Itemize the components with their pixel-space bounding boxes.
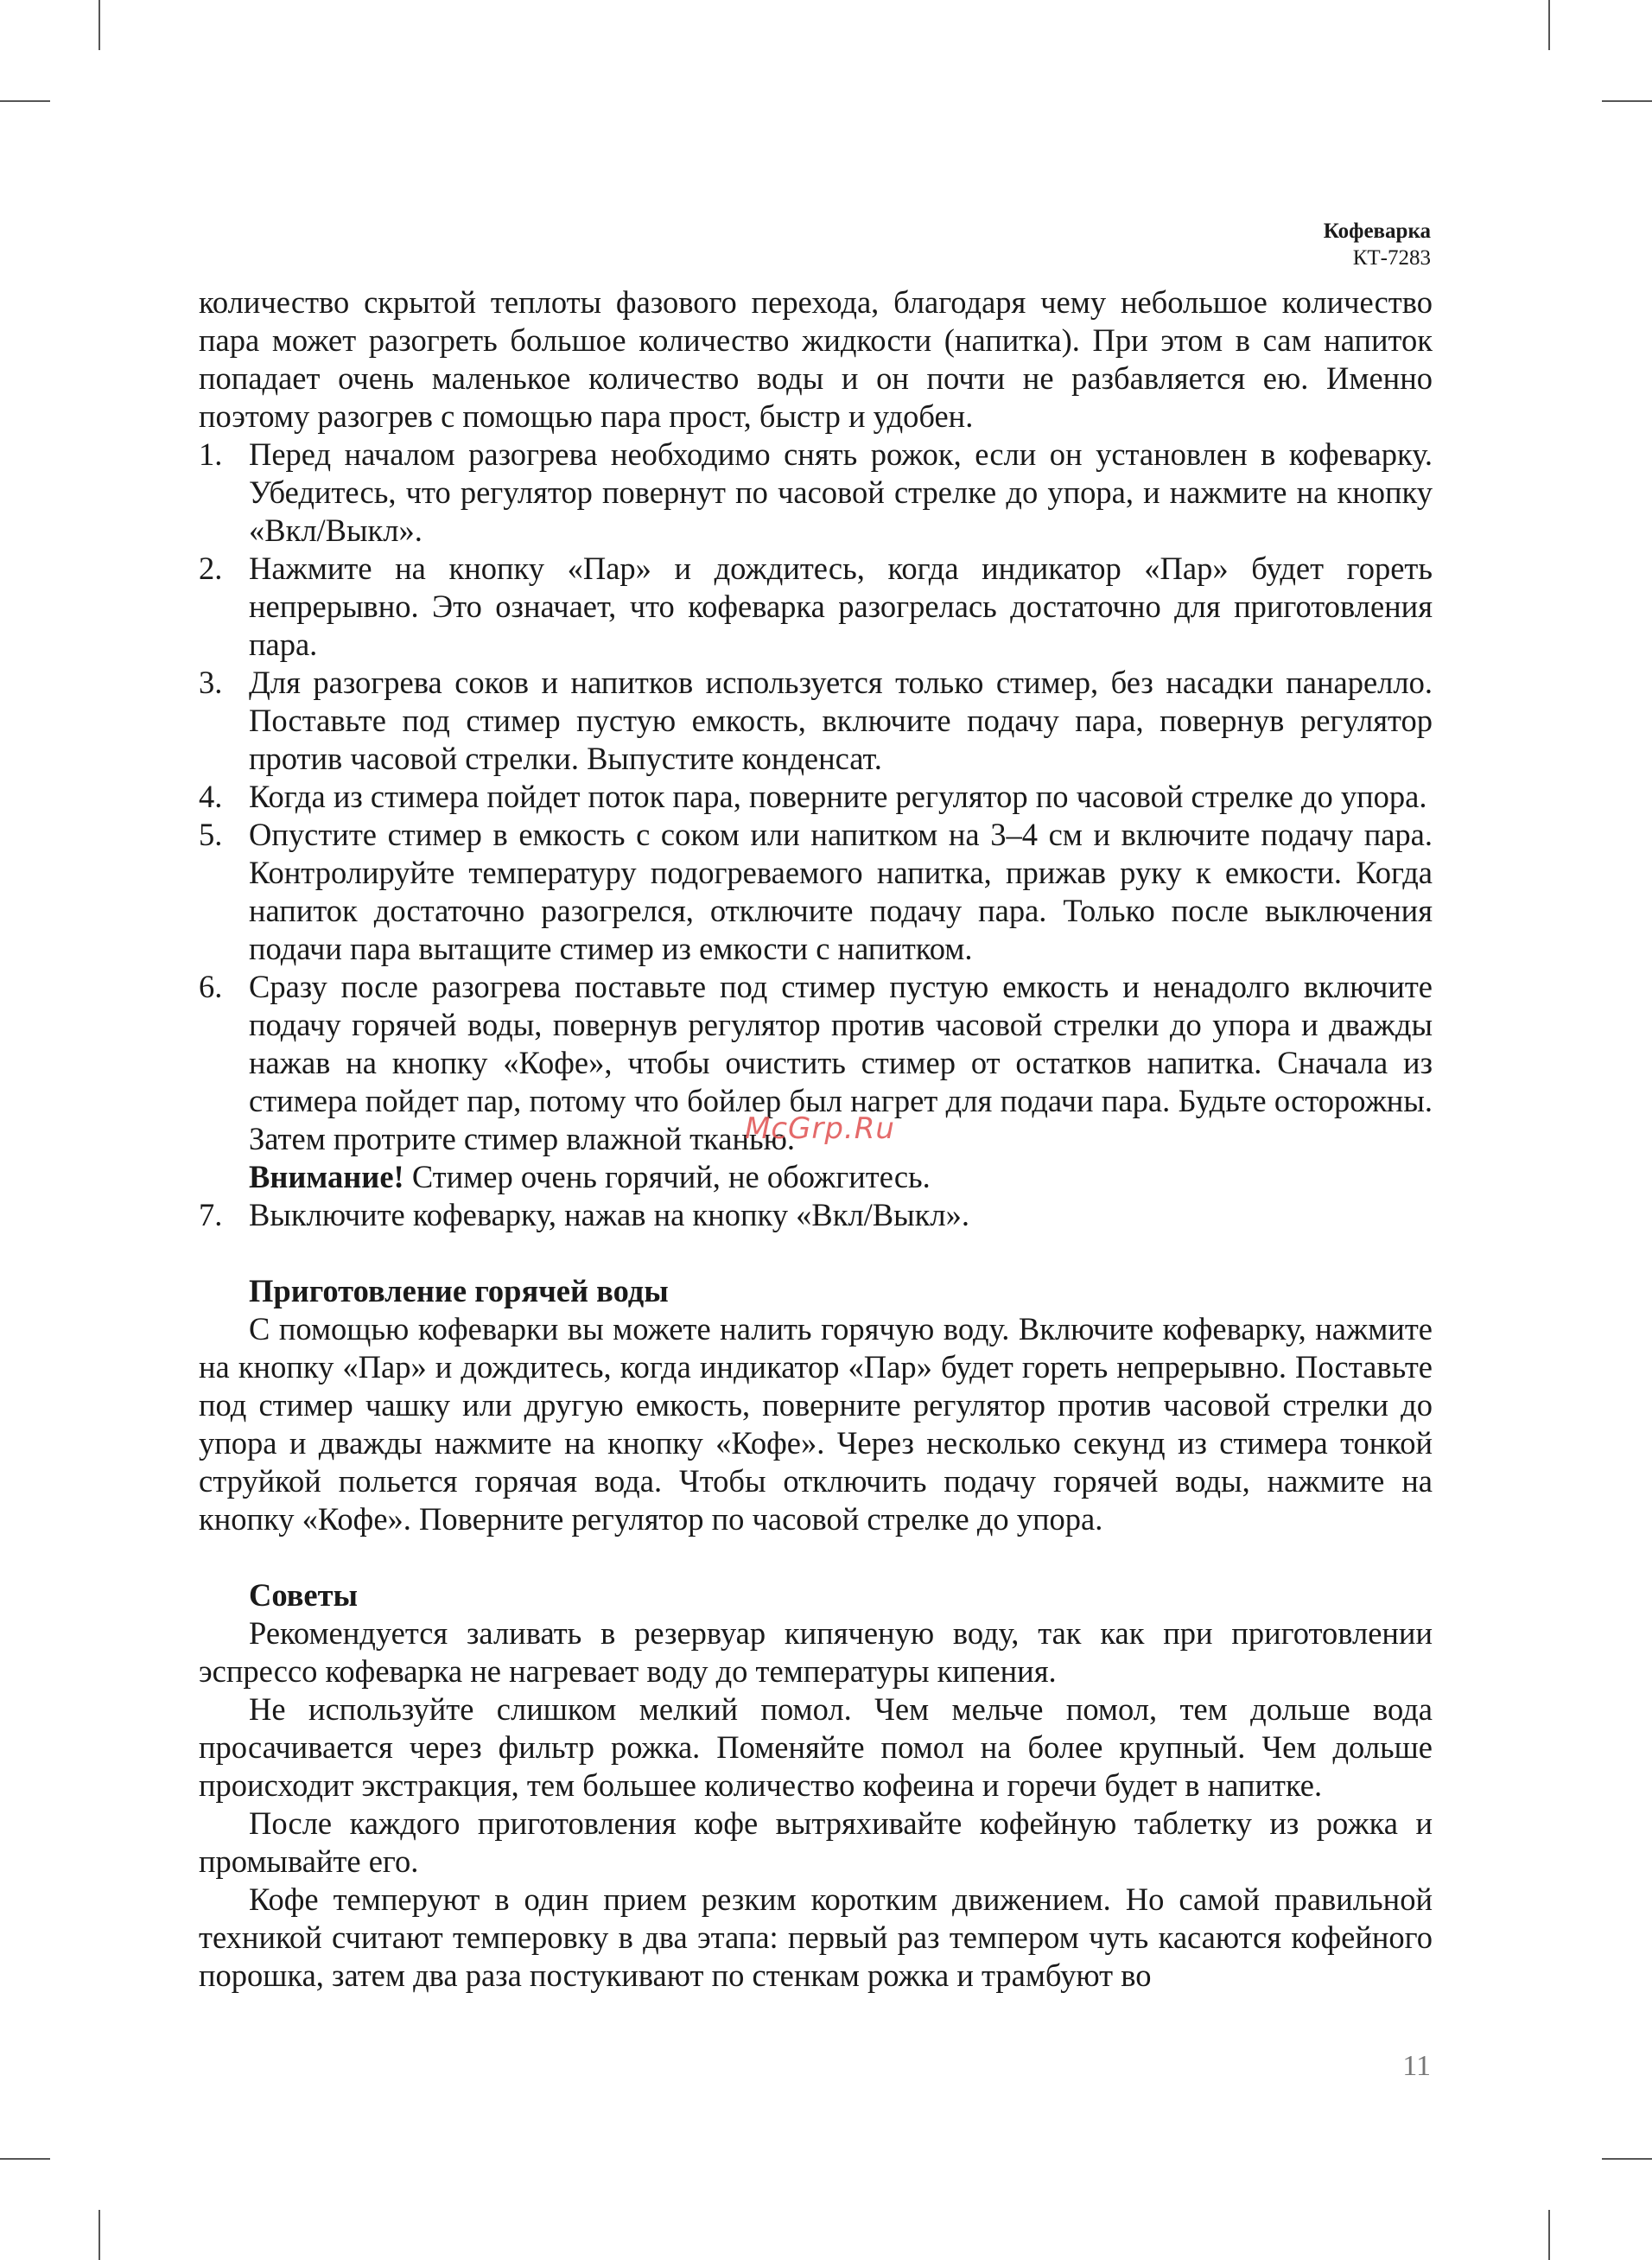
- intro-paragraph: количество скрытой теплоты фазового перехода, благодаря чему небольшое количество пара может разогреть большое количество жидкости (напитка). При этом в сам напиток попадает очень маленькое количество воды и он почти не разбавляется ею. Именно поэтому разогрев с помощью пара прост, быстр и удобен.: [199, 284, 1433, 434]
- tips-paragraph: Не используйте слишком мелкий помол. Чем мельче помол, тем дольше вода просачивается через фильтр рожка. Поменяйте помол на более крупный. Чем дольше происходит экстракция, тем большее количество кофеина и горечи будет в напитке.: [199, 1691, 1433, 1803]
- step-text: Выключите кофеварку, нажав на кнопку «Вкл/Выкл».: [249, 1197, 969, 1232]
- warning-text: Стимер очень горячий, не обожгитесь.: [403, 1159, 931, 1194]
- header-title: Кофеварка: [1323, 220, 1431, 243]
- step-number: 6.: [199, 969, 223, 1004]
- page-header: [1324, 218, 1431, 271]
- step-number: 2.: [199, 551, 223, 586]
- step-text: Для разогрева соков и напитков используется только стимер, без насадки панарелло. Поставьте под стимер пустую емкость, включите подачу пара, повернув регулятор против часовой стрелки. Выпустите конденсат.: [249, 665, 1433, 776]
- list-item: [199, 1196, 1433, 1234]
- crop-mark: [1602, 100, 1652, 102]
- hot-water-paragraph: С помощью кофеварки вы можете налить горячую воду. Включите кофеварку, нажмите на кнопку «Пар» и дождитесь, когда индикатор «Пар» будет гореть непрерывно. Поставьте под стимер чашку или другую емкость, поверните регулятор против часовой стрелки до упора и дважды нажмите на кнопку «Кофе». Через несколько секунд из стимера тонкой струйкой польется горячая вода. Чтобы отключить подачу горячей воды, нажмите на кнопку «Кофе». Поверните регулятор по часовой стрелке до упора.: [199, 1311, 1433, 1537]
- step-text: Нажмите на кнопку «Пар» и дождитесь, когда индикатор «Пар» будет гореть непрерывно. Это означает, что кофеварка разогрелась достаточно для приготовления пара.: [249, 551, 1433, 662]
- page-number: 11: [1402, 2050, 1431, 2082]
- header-model: КТ-7283: [1352, 246, 1431, 270]
- crop-mark: [0, 2158, 50, 2160]
- tips-paragraph: Кофе темперуют в один прием резким коротким движением. Но самой правильной техникой считают темперовку в два этапа: первый раз темпером чуть касаются кофейного порошка, затем два раза постукивают по стенкам рожка и трамбуют во: [199, 1881, 1433, 1993]
- crop-mark: [1602, 2158, 1652, 2160]
- tips-paragraph: Рекомендуется заливать в резервуар кипяченую воду, так как при приготовлении эспрессо кофеварка не нагревает воду до температуры кипения.: [199, 1615, 1433, 1689]
- list-item: [199, 550, 1433, 664]
- list-item: [199, 664, 1433, 778]
- list-item: [199, 778, 1433, 816]
- crop-mark: [98, 2210, 100, 2260]
- step-number: 4.: [199, 779, 223, 814]
- step-number: 5.: [199, 817, 223, 852]
- hot-water-heading: Приготовление горячей воды: [249, 1273, 669, 1308]
- list-item: [199, 436, 1433, 550]
- step-number: 1.: [199, 436, 223, 472]
- step-text: Когда из стимера пойдет поток пара, поверните регулятор по часовой стрелке до упора.: [249, 779, 1427, 814]
- crop-mark: [98, 0, 100, 50]
- crop-mark: [1548, 2210, 1550, 2260]
- step-number: 7.: [199, 1197, 223, 1232]
- warning-label: Внимание!: [249, 1159, 404, 1194]
- list-item: [199, 968, 1433, 1196]
- step-text: Перед началом разогрева необходимо снять рожок, если он установлен в кофеварку. Убедитесь, что регулятор повернут по часовой стрелке до упора, и нажмите на кнопку «Вкл/Выкл».: [249, 436, 1433, 548]
- crop-mark: [1548, 0, 1550, 50]
- step-text: Опустите стимер в емкость с соком или напитком на 3–4 см и включите подачу пара. Контролируйте температуру подогреваемого напитка, прижав руку к емкости. Когда напиток достаточно разогрелся, отключите подачу пара. Только после выключения подачи пара вытащите стимер из емкости с напитком.: [249, 817, 1433, 966]
- tips-paragraph: После каждого приготовления кофе вытряхивайте кофейную таблетку из рожка и промывайте его.: [199, 1805, 1433, 1879]
- tips-heading: Советы: [249, 1577, 359, 1613]
- warning-note: [249, 1158, 1433, 1196]
- list-item: [199, 816, 1433, 968]
- step-text: Сразу после разогрева поставьте под стимер пустую емкость и ненадолго включите подачу горячей воды, повернув регулятор против часовой стрелки до упора и дважды нажав на кнопку «Кофе», чтобы очистить стимер от остатков напитка. Сначала из стимера пойдет пар, потому что бойлер был нагрет для подачи пара. Будьте осторожны. Затем протрите стимер влажной тканью.: [249, 969, 1433, 1156]
- crop-mark: [0, 100, 50, 102]
- watermark: McGrp.Ru: [745, 1111, 895, 1146]
- step-number: 3.: [199, 665, 223, 700]
